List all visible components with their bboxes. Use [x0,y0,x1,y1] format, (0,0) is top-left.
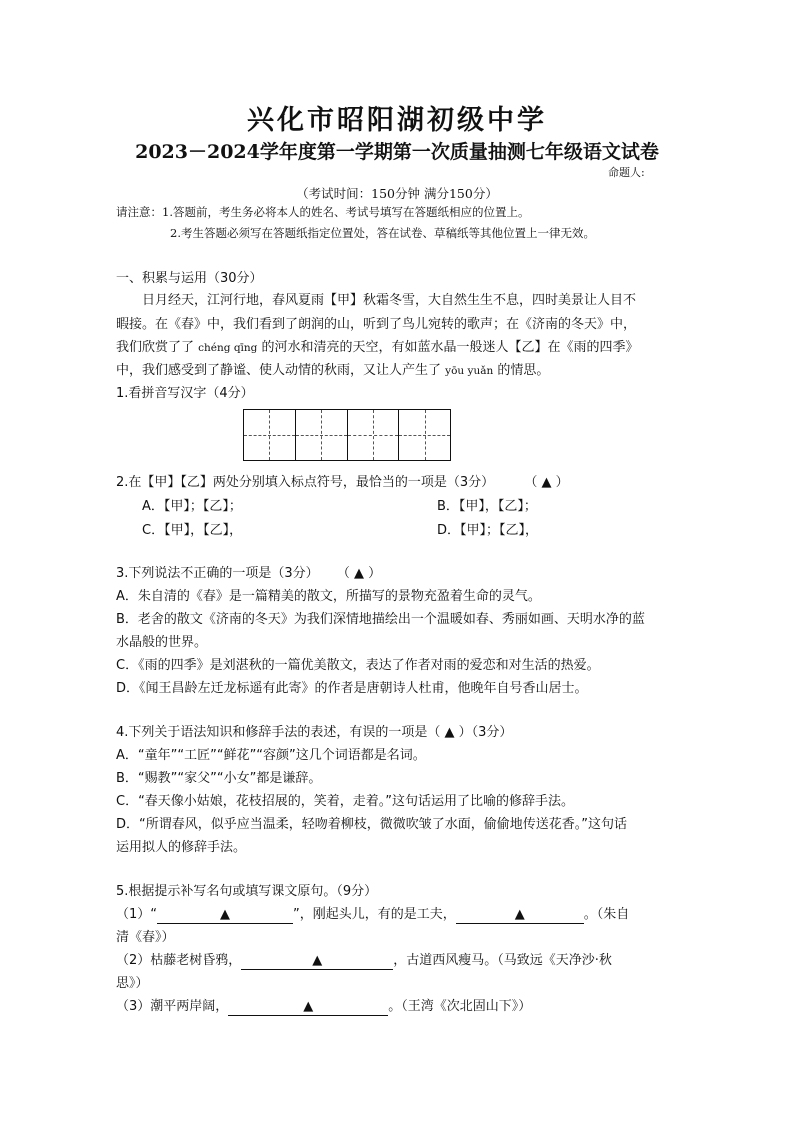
passage-line-3 [116,337,639,359]
q3-option-a: A．朱自清的《春》是一篇精美的散文，所描写的景物充盈着生命的灵气。 [116,589,541,604]
q2-option-b: B．【甲】，【乙】； [437,499,537,514]
q3-option-c: C．《雨的四季》是刘湛秋的一篇优美散文，表达了作者对雨的爱恋和对生活的热爱。 [116,658,600,673]
q5-item-2 [116,950,612,972]
q5-item-3 [116,996,531,1018]
q4-stem: 4.下列关于语法知识和修辞手法的表述，有误的一项是（ ▲ ）（3分） [116,725,513,740]
q3-stem: 3.下列说法不正确的一项是（3分） [116,566,319,581]
q3-answer-slot[interactable]: （ ▲ ） [336,566,382,581]
grid-cell[interactable] [244,410,296,460]
passage-line-3-b: 的河水和清亮的天空，有如蓝水晶一般迷人【乙】在《雨的四季》 [261,340,639,355]
passage-line-1: 日月经天，江河行地，春风夏雨【甲】秋霜冬雪，大自然生生不息，四时美景让人目不 [142,293,637,308]
pinyin-chengqing: chéng qīng [198,342,258,354]
school-name: 兴化市昭阳湖初级中学 [247,105,547,136]
q5-item-1-suffix: 。（朱自 [583,907,630,922]
note-line-1: 请注意：1.答题前，考生务必将本人的姓名、考试号填写在答题纸相应的位置上。 [116,205,530,219]
answer-blank[interactable]: ▲ [157,907,293,924]
q5-item-2-suffix: ，古道西风瘦马。（马致远《天净沙·秋 [393,953,612,968]
q1-stem: 1.看拼音写汉字（4分） [116,386,254,401]
section-title: 一、积累与运用（30分） [116,271,263,286]
q4-option-a: A．“童年”“工匠”“鲜花”“容颜”这几个词语都是名词。 [116,748,426,763]
q3-option-b-line-1: B．老舍的散文《济南的冬天》为我们深情地描绘出一个温暖如春、秀丽如画、天明水净的蓝 [116,612,645,627]
grid-cell[interactable] [296,410,348,460]
q5-item-1-middle: ”，刚起头儿，有的是工夫， [293,907,456,922]
grid-cell[interactable] [348,410,400,460]
passage-line-4-a: 中，我们感受到了静谧、使人动情的秋雨，又让人产生了 [116,363,442,378]
character-grid[interactable] [243,409,451,461]
q5-item-1 [116,904,629,926]
q2-option-c: C．【甲】，【乙】， [142,523,243,538]
q5-item-3-suffix: 。（王湾《次北固山下》） [388,999,532,1014]
passage-line-4-b: 的情思。 [497,363,550,378]
pinyin-youyuan: yōu yuǎn [445,365,494,377]
q2-option-d: D．【甲】；【乙】， [437,523,539,538]
passage-line-3-a: 我们欣赏了了 [116,340,195,355]
answer-blank[interactable]: ▲ [228,999,388,1016]
q4-option-b: B．“赐教”“家父”“小女”都是谦辞。 [116,771,322,786]
exam-info: （考试时间：150分钟 满分150分） [296,186,498,201]
answer-blank[interactable]: ▲ [456,907,584,924]
q5-item-2-prefix: （2）枯藤老树昏鸦， [116,953,242,968]
q4-option-d-line-2: 运用拟人的修辞手法。 [116,840,247,855]
answer-blank[interactable]: ▲ [241,953,393,970]
note-line-2: 2.考生答题必须写在答题纸指定位置处，答在试卷、草稿纸等其他位置上一律无效。 [170,226,595,240]
q4-option-d-line-1: D．“所谓春风，似乎应当温柔，轻吻着柳枝，微微吹皱了水面，偷偷地传送花香。”这句话 [116,817,627,832]
q3-option-b-line-2: 水晶般的世界。 [116,635,208,650]
q5-item-1-cont: 清《春》） [116,930,175,945]
q2-option-a: A．【甲】；【乙】； [142,499,242,514]
q5-item-3-prefix: （3）潮平两岸阔， [116,999,229,1014]
q4-option-c: C．“春天像小姑娘，花枝招展的，笑着，走着。”这句话运用了比喻的修辞手法。 [116,794,575,809]
q2-stem-line [116,472,569,494]
grid-cell[interactable] [399,410,450,460]
q5-stem: 5.根据提示补写名句或填写课文原句。（9分） [116,884,378,899]
q3-option-d: D．《闻王昌龄左迁龙标遥有此寄》的作者是唐朝诗人杜甫，他晚年自号香山居士。 [116,681,588,696]
exam-title: 2023－2024学年度第一学期第一次质量抽测七年级语文试卷 [135,141,659,163]
q5-item-2-cont: 思》） [116,976,149,991]
passage-line-4 [116,360,549,382]
q3-stem-line [116,563,381,585]
passage-line-2: 暇接。在《春》中，我们看到了朗润的山，听到了鸟儿宛转的歌声；在《济南的冬天》中， [116,317,637,332]
author-label: 命题人: [608,166,645,179]
q2-answer-slot[interactable]: （ ▲ ） [524,475,569,490]
q2-stem: 2.在【甲】【乙】两处分别填入标点符号，最恰当的一项是（3分） [116,475,495,490]
q5-item-1-prefix: （1）“ [116,907,158,922]
